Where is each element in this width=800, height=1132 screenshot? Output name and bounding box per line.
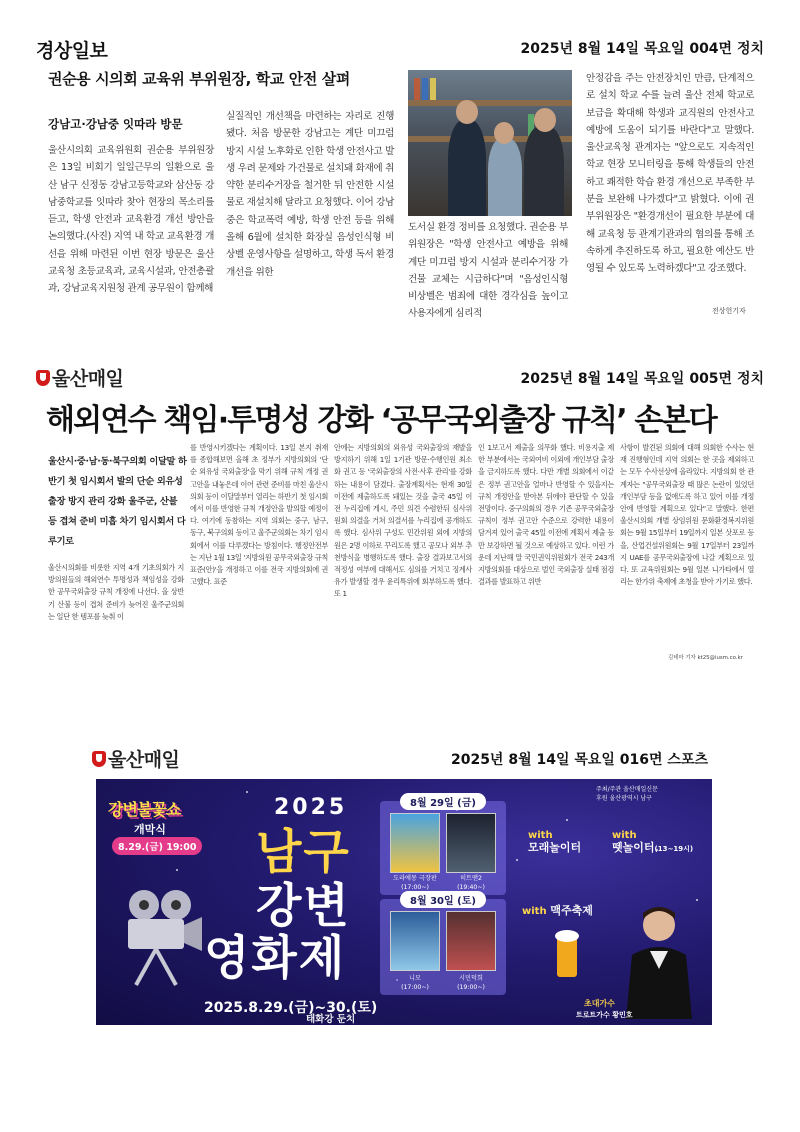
with-beer-festival: with 맥주축제 bbox=[522, 904, 593, 917]
poster-title-line2: 강변 bbox=[256, 879, 351, 934]
fireworks-badge bbox=[108, 797, 226, 857]
article2-byline: 김테마 기자 kt25@iusm.co.kr bbox=[668, 655, 743, 661]
date-line-2: 2025년 8월 14일 목요일 005면 정치 bbox=[520, 371, 764, 387]
movie-poster-citizen bbox=[446, 911, 496, 971]
film-camera-icon bbox=[116, 887, 206, 987]
movie-caption-2: 히트맨2 (19:40~) bbox=[457, 875, 485, 891]
badge-title: 강변불꽃쇼 bbox=[108, 800, 181, 819]
poster-title-line1: 남구 bbox=[256, 825, 351, 880]
movie-caption-4: 시민덕희 (19:00~) bbox=[457, 975, 485, 991]
article1-col3: 도서실 환경 정비를 요청했다. 권순용 부위원장은 "학생 안전사고 예방을 위해 계단 미끄럼 방지 시설과 분리수거장 가건물 교체는 시급하다"며 "음성인식형 비상벨은 범죄에 대한 경각심을 높이고 사용자에게 심리적 bbox=[408, 222, 568, 320]
masthead-ulsan-maeil-2 bbox=[92, 745, 179, 772]
guest-singer-name: 트로트가수 황민호 bbox=[576, 1011, 633, 1019]
guest-singer-label: 초대가수 bbox=[584, 999, 615, 1008]
article1-photo bbox=[408, 70, 572, 216]
ulsan-maeil-logo-icon bbox=[92, 751, 106, 767]
logo-text: 울산매일 bbox=[52, 368, 124, 390]
poster-dates: 2025.8.29.(금)~30.(토) bbox=[204, 1000, 378, 1016]
article2-col2: 를 반영시키겠다는 계획이다. 13일 본지 취재를 종합해보면 올해 초 정부가 지방의회의 '단순 외유성 국외출장'을 막기 위해 규칙 개정 권고안을 내놓은데 이어 관련 준비를 마친 울산시의회 등이 이달말부터 열리는 하반기 첫 임시회에서 이를 반영한 규칙 개정안을 발의할 예정이다. 여기에 동참하는 지역 의회는 중구, 남구, 동구, 북구의회 등이고 울주군의회는 차기 임시회에서 이를 다루겠다는 방침이다. 행정안전부는 지난 1월 13일 '지방의원 공무국외출장 규칙 표준(안)'을 개정하고 이를 전국 지방의회에 권고했다. 표준 bbox=[190, 443, 328, 587]
with-sandplay: with 모래놀이터 bbox=[528, 830, 582, 854]
beer-glass-icon bbox=[554, 929, 580, 979]
logo-text: 울산매일 bbox=[108, 749, 180, 771]
poster-title-line3: 영화제 bbox=[204, 931, 347, 986]
article1-headline: 권순용 시의회 교육위 부위원장, 학교 안전 살펴 bbox=[48, 70, 350, 88]
article2-col3: 안에는 지방의회의 외유성 국외출장의 재발을 방지하기 위해 1일 1기관 방문·수행인원 최소화 권고 등 '국외출장의 사전·사후 관리'를 강화하는 내용이 담겼다. 출장계획서는 현재 30일 이전에 제출하도록 돼있는 것을 출국 45일 이전 누리집에 게시, 주민 의견 수렴한뒤 심사위원회 의결을 거쳐 의결서를 누리집에 공개하도록 했다. 심사위 구성도 민간위원 외에 지방의원은 2명 이하로 꾸리도록 했고 공모나 외부 추천방식을 병행하도록 했다. 출장 결과보고서의 적정성 여부에 대해서도 심의를 거치고 징계사유가 발생할 경우 윤리특위에 회부하도록 했다. 또 1 bbox=[334, 443, 472, 599]
movie-caption-1: 도라에몽 극장판 (17:00~) bbox=[393, 875, 437, 891]
ulsan-maeil-logo-icon bbox=[36, 370, 50, 386]
masthead-ulsan-maeil-1 bbox=[36, 364, 123, 391]
date-line-3: 2025년 8월 14일 목요일 016면 스포츠 bbox=[450, 752, 708, 768]
movie-poster-doraemon bbox=[390, 813, 440, 873]
article1-col2: 실질적인 개선책을 마련하는 자리로 진행됐다. 처음 방문한 강남고는 계단 미끄럼 방지 시설 노후화로 인한 학생 안전사고 발생 우려 문제와 가건물로 설치돼 화재에 취약한 분리수거장을 철거한 뒤 안전한 시설물로 재설치해 달라고 요청했다. 이어 강남중은 학교폭력 예방, 학생 안전 등을 위해 올해 6월에 설치한 화장실 음성인식형 비상벨 운영사항을 설명하고, 학생 독서 환경 개선을 위한 bbox=[226, 111, 394, 278]
badge-opening: 개막식 bbox=[134, 823, 166, 836]
singer-photo bbox=[616, 899, 702, 1019]
article2-col4: 인 1보고서 제출을 의무화 했다. 비용지출 제한 부분에서는 국외여비 이외에 개인부담 출장을 금지하도록 했다. 다만 개별 의회에서 이같은 정부 권고안을 얼마나 반영할 수 있을지는 규칙 개정안을 받아본 뒤에야 판단할 수 있을 전망이다. 중구의회의 경우 기존 공무국외출장 규칙이 정부 권고안 수준으로 강력한 내용이 담겨져 있어 출국 45일 이전에 계획서 제출 등만 보강하면 될 것으로 예상하고 있다. 이런 가운데 지난해 말 국민권익위원회가 전국 243개 지방의회를 대상으로 벌인 국외출장 실태 점검 결과를 발표하고 위반 bbox=[478, 443, 614, 587]
film-festival-poster bbox=[96, 779, 712, 1025]
article1-col1: 울산시의회 교육위원회 권순용 부위원장은 13일 비회기 일일근무의 일환으로 울산 남구 신정동 강남고등학교와 삼산동 강남중학교를 잇따라 찾아 현장의 목소리를 듣고, 학생 안전과 교육환경 개선 방안을 논의했다.(사진) 지역 내 학교 교육환경 개선을 위해 마련된 이번 현장 방문은 울산교육청 초등교육과, 교육시설과, 안전총괄과, 강남교육지원청 관계 공무원이 함께해 bbox=[48, 145, 214, 295]
movie-poster-nemo bbox=[390, 911, 440, 971]
movie-caption-3: 니모 (17:00~) bbox=[401, 975, 429, 991]
badge-time: 8.29.(금) 19:00 bbox=[112, 837, 202, 855]
with-raft: with 뗏놀이터(13~19시) bbox=[612, 830, 694, 854]
poster-venue: 태화강 둔치 bbox=[306, 1014, 356, 1025]
masthead-gyeongsang: 경상일보 bbox=[36, 40, 108, 62]
article1-byline: 전상헌기자 bbox=[712, 307, 746, 315]
article2-col1: 울산시의회를 비롯한 지역 4개 기초의회가 지방의원들의 해외연수 투명성과 책임성을 강화한 공무국외출장 규칙 개정에 나선다. 올 상반기 산불 등이 겹쳐 준비가 늦어진 울주군의회는 일단 한 템포를 늦춰 이 bbox=[48, 563, 184, 621]
day2-heading: 8월 30일 (토) bbox=[400, 891, 486, 908]
day1-heading: 8월 29일 (금) bbox=[400, 793, 486, 810]
article1-subhead: 강남고·강남중 잇따라 방문 bbox=[48, 117, 183, 131]
poster-credits: 주최/주관 울산매일신문 후원 울산광역시 남구 bbox=[596, 786, 658, 802]
article1-col4: 안정감을 주는 안전장치인 만큼, 단계적으로 설치 학교 수를 늘려 울산 전체 학교로 보급을 확대해 학생과 교직원의 안전사고 예방에 도움이 되기를 바란다"고 말했다. 울산교육청 관계자는 "앞으로도 지속적인 학교 현장 모니터링을 통해 학생들의 안전하고 쾌적한 학습 환경 개선으로 부족한 부분을 보완해 나가겠다"고 밝혔다. 이에 권 부위원장은 "환경개선이 필요한 부분에 대해 교육청 등 관계기관과의 협의를 통해 조속하게 추진하도록 하고, 필요한 예산도 반영될 수 있도록 노력하겠다"고 강조했다. bbox=[586, 73, 754, 275]
date-line-1: 2025년 8월 14일 목요일 004면 정치 bbox=[520, 41, 764, 57]
poster-year: 2025 bbox=[274, 795, 348, 820]
article2-headline: 해외연수 책임·투명성 강화 ‘공무국외출장 규칙’ 손본다 bbox=[46, 403, 716, 438]
article2-col5: 사항이 발견된 의회에 대해 의회한 수사는 현재 진행형인데 지역 의회는 한 곳을 제외하고는 모두 수사선상에 올라있다. 지방의회 한 관계자는 "공무국외출장 때 많은 논란이 있었던 개인부담 등을 없애도록 하고 있어 이를 개정안에 반영할 계획으로 있다"고 말했다. 한편 울산시의회 개별 상임위원 문화환경복지위원회는 9월 15일부터 19일까지 일본 삿포로 등을, 산업건설위원회는 9월 17일부터 23일까지 UAE를 공무국외출장에 나갈 계획으로 있다. 또 교육위원회는 9월 일본 니가타에서 열리는 한가위 축제에 초청을 받아 가기로 했다. bbox=[620, 443, 754, 587]
movie-poster-hitman2 bbox=[446, 813, 496, 873]
article2-subheads: 울산시·중·남·동·북구의회 이달말 하반기 첫 임시회서 발의 단순 외유성 출장 방지 관리 강화 울주군, 산불 등 겹쳐 준비 미흡 차기 임시회서 다루기로 bbox=[48, 456, 187, 547]
